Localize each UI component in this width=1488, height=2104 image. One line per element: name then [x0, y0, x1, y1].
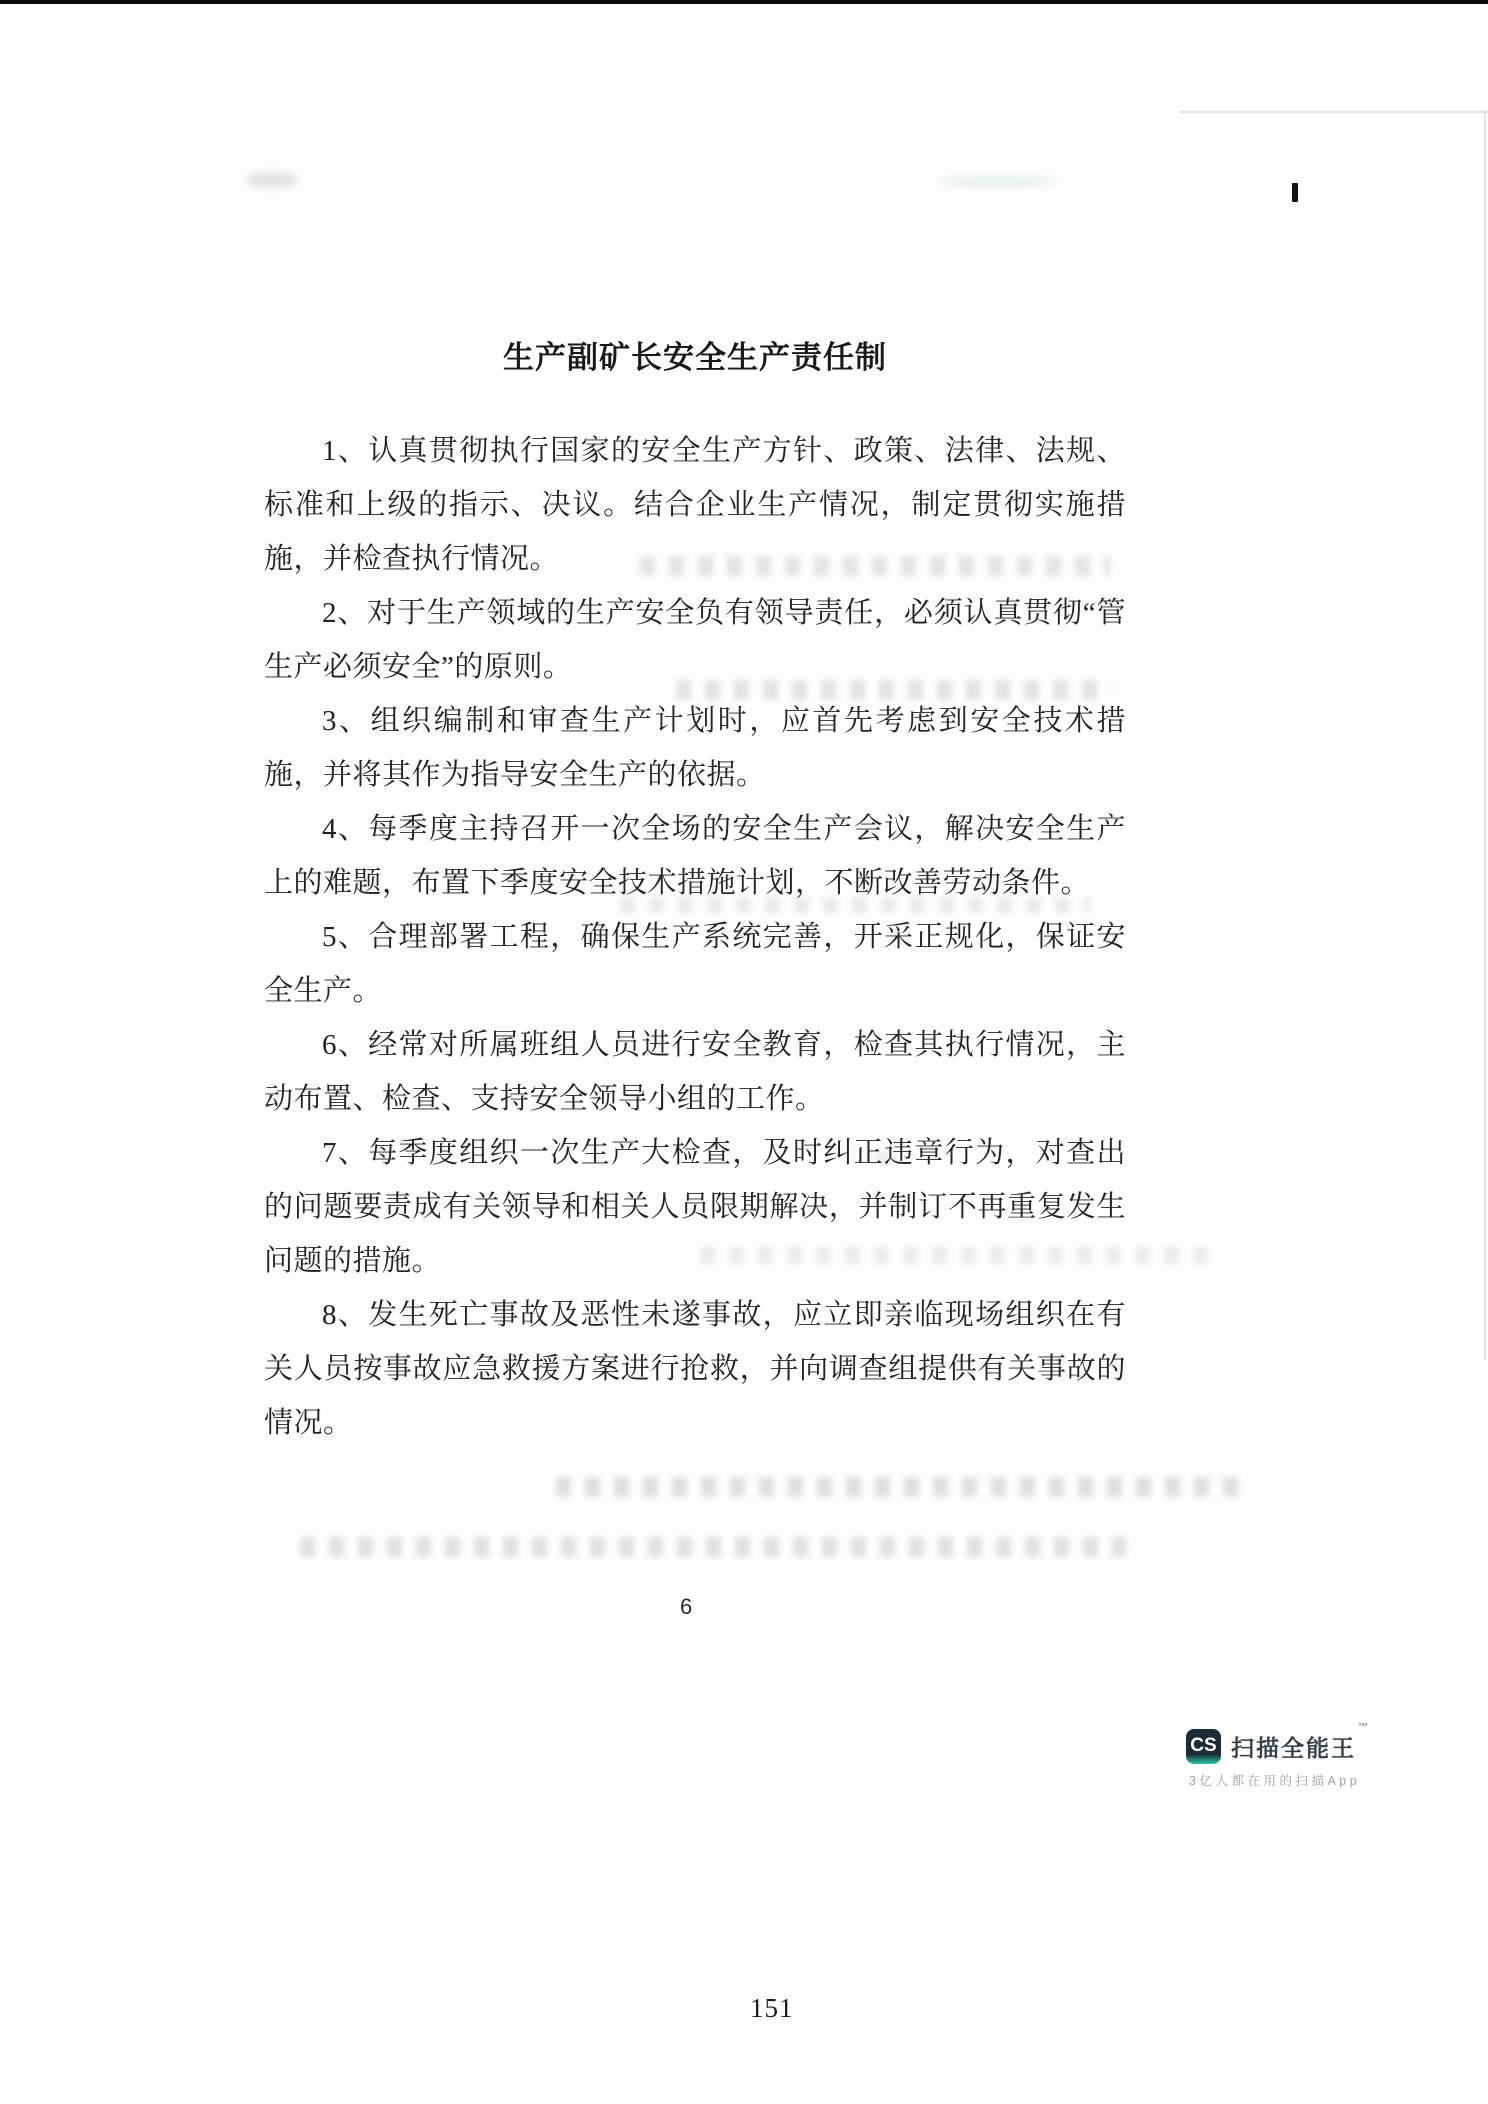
- paragraph-list: [264, 424, 1126, 1450]
- paragraph-7: 7、每季度组织一次生产大检查，及时纠正违章行为，对查出的问题要责成有关领导和相关人员限期解决，并制订不再重复发生问题的措施。: [264, 1137, 1126, 1277]
- trademark-symbol: ™: [1358, 1722, 1370, 1733]
- scan-smudge: [246, 172, 298, 188]
- paragraph-5: 5、合理部署工程，确保生产系统完善，开采正规化，保证安全生产。: [264, 921, 1126, 1007]
- scan-fold-line-vertical: [1484, 110, 1486, 1360]
- camscanner-watermark: [1186, 1722, 1370, 1789]
- scan-edge-bar: [0, 0, 1488, 4]
- bleed-through-line: [556, 1477, 1246, 1497]
- camscanner-brand-text: [1231, 1722, 1370, 1763]
- paragraph-1: 1、认真贯彻执行国家的安全生产方针、政策、法律、法规、标准和上级的指示、决议。结合企业生产情况，制定贯彻实施措施，并检查执行情况。: [264, 435, 1126, 575]
- scan-smudge: [938, 176, 1058, 187]
- bleed-through-line: [300, 1537, 1126, 1557]
- paragraph-8: 8、发生死亡事故及恶性未遂事故，应立即亲临现场组织在有关人员按事故应急救援方案进行抢救，并向调查组提供有关事故的情况。: [264, 1299, 1126, 1439]
- camscanner-logo-row: [1186, 1722, 1370, 1764]
- paragraph-6: 6、经常对所属班组人员进行安全教育，检查其执行情况，主动布置、检查、支持安全领导小组的工作。: [264, 1029, 1126, 1115]
- paragraph-3: 3、组织编制和审查生产计划时，应首先考虑到安全技术措施，并将其作为指导安全生产的依据。: [264, 705, 1126, 791]
- scan-fold-line-horizontal: [1180, 111, 1488, 113]
- footer-page-number: 151: [750, 1993, 794, 2023]
- scan-tick-mark: [1292, 183, 1298, 202]
- inner-page-number: 6: [680, 1594, 693, 1619]
- page-title: 生产副矿长安全生产责任制: [503, 340, 887, 375]
- document-body: [264, 338, 1126, 1450]
- paragraph-2: 2、对于生产领域的生产安全负有领导责任，必须认真贯彻“管生产必须安全”的原则。: [264, 597, 1126, 683]
- camscanner-tagline: 3亿人都在用的扫描App: [1189, 1774, 1361, 1788]
- camscanner-brand-label: 扫描全能王: [1231, 1735, 1356, 1761]
- camscanner-cs-icon: CS: [1186, 1729, 1221, 1764]
- paragraph-4: 4、每季度主持召开一次全场的安全生产会议，解决安全生产上的难题，布置下季度安全技术措施计划，不断改善劳动条件。: [264, 813, 1126, 899]
